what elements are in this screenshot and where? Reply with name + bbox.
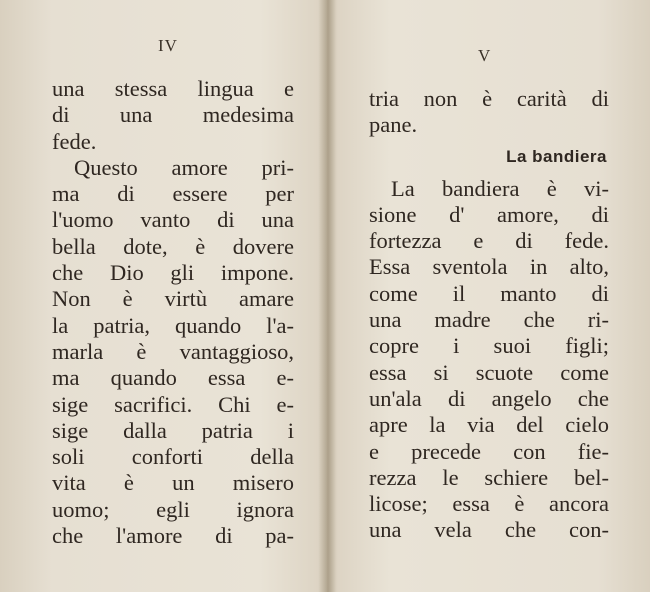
text-line: bella dote, è dovere	[52, 233, 294, 259]
text-line: marla è vantaggioso,	[52, 338, 294, 364]
text-line: vita è un misero	[52, 470, 294, 496]
text-line: soli conforti della	[52, 444, 294, 470]
page-number-right: V	[478, 46, 492, 65]
text-line: la patria, quando l'a-	[52, 312, 294, 338]
text-line: fede.	[52, 128, 97, 154]
text-line: La bandiera è vi-	[391, 175, 609, 201]
text-line: un'ala di angelo che	[369, 385, 609, 411]
text-line: una stessa lingua e	[52, 76, 294, 101]
text-line: Questo amore pri-	[74, 154, 294, 180]
section-heading: La bandiera	[506, 146, 607, 166]
text-line: Essa sventola in alto,	[369, 254, 609, 280]
text-line: che l'amore di pa-	[52, 523, 294, 549]
text-line: che Dio gli impone.	[52, 260, 294, 286]
text-line: essa si scuote come	[369, 359, 609, 385]
text-line: licose; essa è ancora	[369, 491, 609, 517]
text-line: una vela che con-	[369, 517, 609, 543]
text-line: ma quando essa e-	[52, 365, 294, 391]
text-line: di una medesima	[52, 102, 294, 128]
text-line: sige sacrifici. Chi e-	[52, 391, 294, 417]
text-line: pane.	[369, 112, 418, 138]
text-line: rezza le schiere bel-	[369, 464, 609, 490]
left-page-text	[52, 76, 294, 549]
right-page	[326, 0, 650, 592]
text-line: copre i suoi figli;	[369, 333, 609, 359]
text-line: uomo; egli ignora	[52, 496, 294, 522]
page-number-left: IV	[158, 36, 178, 55]
text-line: tria non è carità di	[369, 86, 609, 111]
text-line: fortezza e di fede.	[369, 228, 609, 254]
text-line: apre la via del cielo	[369, 412, 609, 438]
text-line: l'uomo vanto di una	[52, 207, 294, 233]
text-line: sione d' amore, di	[369, 201, 609, 227]
text-line: Non è virtù amare	[52, 286, 294, 312]
text-line: ma di essere per	[52, 181, 294, 207]
text-line: come il manto di	[369, 280, 609, 306]
text-line: sige dalla patria i	[52, 417, 294, 443]
text-line: e precede con fie-	[369, 438, 609, 464]
right-page-text	[369, 86, 609, 544]
text-line: una madre che ri-	[369, 307, 609, 333]
